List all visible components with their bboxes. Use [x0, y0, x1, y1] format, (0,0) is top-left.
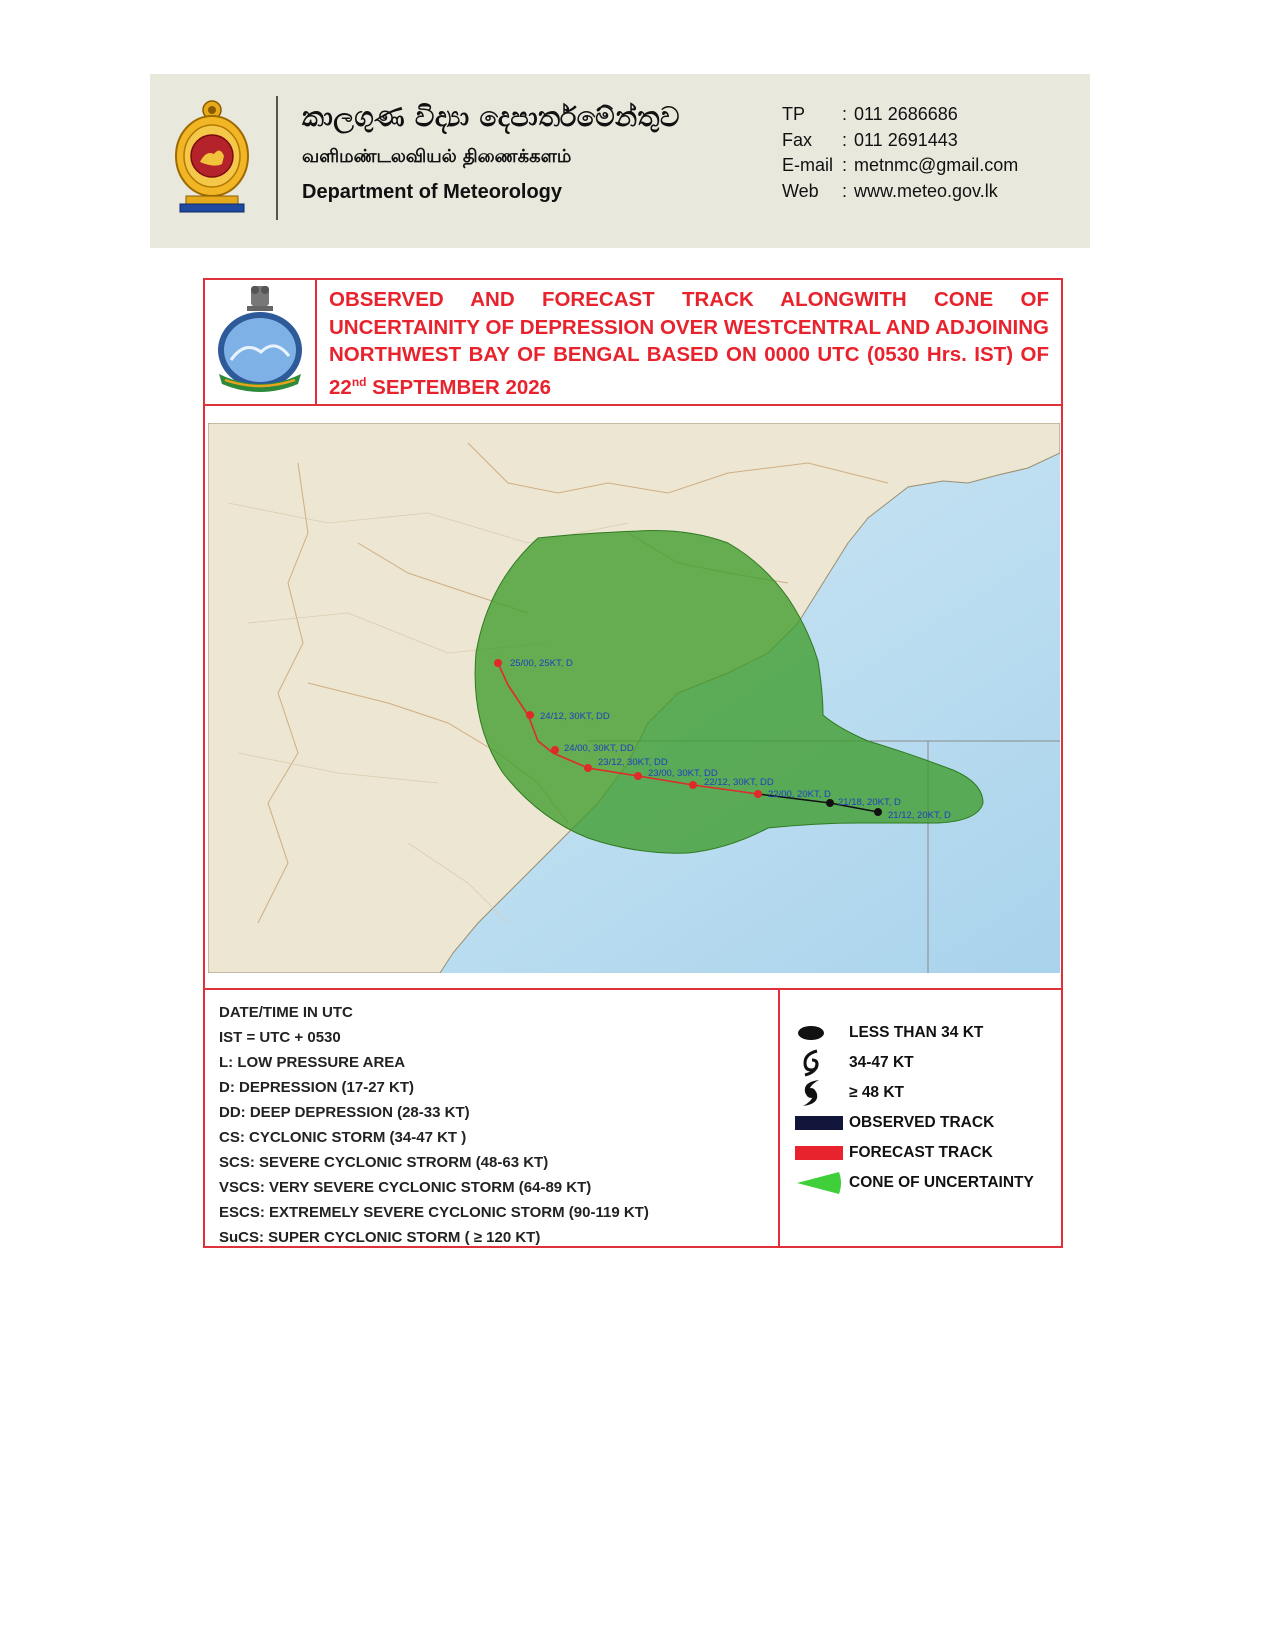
forecast-point — [551, 746, 559, 754]
track-label: 24/12, 30KT, DD — [540, 711, 610, 722]
title-main: OBSERVED AND FORECAST TRACK ALONGWITH CONE OF UNCERTAINITY OF DEPRESSION OVER WESTCENTRAL AND ADJOINING NORTHWEST BAY OF BENGAL BASED ON 0000 UTC (0530 Hrs. IST) OF 22 — [329, 288, 1049, 399]
abbreviation-item: DATE/TIME IN UTC — [219, 1004, 353, 1021]
contact-row: Fax : 011 2691443 — [782, 130, 1018, 156]
track-label: 23/12, 30KT, DD — [598, 757, 668, 768]
department-name-sinhala: කාලගුණ විද්‍යා දෙපාර්තමේන්තුව — [302, 102, 680, 133]
abbreviation-item: VSCS: VERY SEVERE CYCLONIC STORM (64-89 KT) — [219, 1179, 592, 1196]
forecast-point — [494, 659, 502, 667]
contact-label: Fax — [782, 129, 813, 150]
cyclone-filled-icon — [793, 1078, 849, 1108]
abbreviation-item: ESCS: EXTREMELY SEVERE CYCLONIC STORM (90-119 KT) — [219, 1204, 649, 1221]
key-label: CONE OF UNCERTAINTY — [849, 1174, 1034, 1191]
department-header — [150, 74, 1090, 248]
observed-point — [874, 808, 882, 816]
bulletin-title — [329, 286, 1049, 401]
abbreviation-item: DD: DEEP DEPRESSION (28-33 KT) — [219, 1104, 470, 1121]
contact-website: www.meteo.gov.lk — [854, 180, 998, 201]
abbreviation-item: SCS: SEVERE CYCLONIC STRORM (48-63 KT) — [219, 1154, 549, 1171]
abbreviation-item: CS: CYCLONIC STORM (34-47 KT ) — [219, 1129, 467, 1146]
key-label: OBSERVED TRACK — [849, 1114, 995, 1131]
contact-phone: 011 2686686 — [854, 104, 958, 124]
key-row — [793, 1018, 1034, 1048]
forecast-point — [634, 772, 642, 780]
forecast-point — [584, 764, 592, 772]
track-label: 22/00, 20KT, D — [768, 789, 831, 800]
dot-icon — [793, 1018, 849, 1048]
key-label: LESS THAN 34 KT — [849, 1024, 984, 1041]
observed-swatch — [793, 1108, 849, 1138]
key-row — [793, 1168, 1034, 1198]
imd-logo — [205, 280, 317, 404]
contact-email: metnmc@gmail.com — [854, 155, 1019, 175]
department-names — [302, 102, 680, 204]
track-label: 24/00, 30KT, DD — [564, 743, 634, 754]
key-label: 34-47 KT — [849, 1054, 914, 1071]
contact-row: E-mail : metnmc@gmail.com — [782, 155, 1018, 181]
title-ordinal-suffix: nd — [351, 374, 367, 389]
track-label: 25/00, 25KT, D — [510, 658, 573, 669]
abbreviation-item: D: DEPRESSION (17-27 KT) — [219, 1079, 415, 1096]
contact-row: Web : www.meteo.gov.lk — [782, 181, 1018, 207]
forecast-point — [526, 711, 534, 719]
bulletin-title-box — [205, 280, 1061, 406]
track-bulletin — [203, 278, 1063, 1248]
sri-lanka-emblem-icon — [172, 98, 252, 214]
header-divider — [276, 96, 278, 220]
title-end: SEPTEMBER 2026 — [366, 375, 552, 399]
imd-emblem-icon — [205, 280, 315, 400]
key-row — [793, 1048, 1034, 1078]
contact-details — [782, 104, 1018, 206]
cone-swatch — [793, 1168, 849, 1198]
observed-point — [826, 799, 834, 807]
forecast-swatch — [793, 1138, 849, 1168]
abbreviation-item: SuCS: SUPER CYCLONIC STORM ( ≥ 120 KT) — [219, 1229, 541, 1246]
track-label: 21/12, 20KT, D — [888, 810, 951, 821]
abbreviation-item: L: LOW PRESSURE AREA — [219, 1054, 406, 1071]
key-label: ≥ 48 KT — [849, 1084, 905, 1101]
track-label: 23/00, 30KT, DD — [648, 768, 718, 779]
key-row — [793, 1108, 1034, 1138]
contact-fax: 011 2691443 — [854, 129, 958, 150]
track-label: 21/18, 20KT, D — [838, 797, 901, 808]
department-name-english: Department of Meteorology — [302, 181, 563, 203]
forecast-point — [689, 781, 697, 789]
abbreviation-list — [219, 1000, 649, 1250]
contact-label: E-mail — [782, 155, 834, 175]
legend-box — [205, 988, 1061, 1248]
key-label: FORECAST TRACK — [849, 1144, 993, 1161]
contact-label: Web — [782, 180, 819, 201]
contact-label: TP — [782, 104, 806, 124]
legend-divider — [778, 990, 780, 1248]
abbreviation-item: IST = UTC + 0530 — [219, 1029, 341, 1046]
symbol-key — [793, 1018, 1034, 1198]
key-row — [793, 1078, 1034, 1108]
contact-row: TP : 011 2686686 — [782, 104, 1018, 130]
forecast-point — [754, 790, 762, 798]
key-row — [793, 1138, 1034, 1168]
department-name-tamil: வளிமண்டலவியல் திணைக்களம் — [302, 146, 572, 167]
track-map — [208, 423, 1060, 973]
cyclone-open-icon — [793, 1048, 849, 1078]
track-label: 22/12, 30KT, DD — [704, 777, 774, 788]
